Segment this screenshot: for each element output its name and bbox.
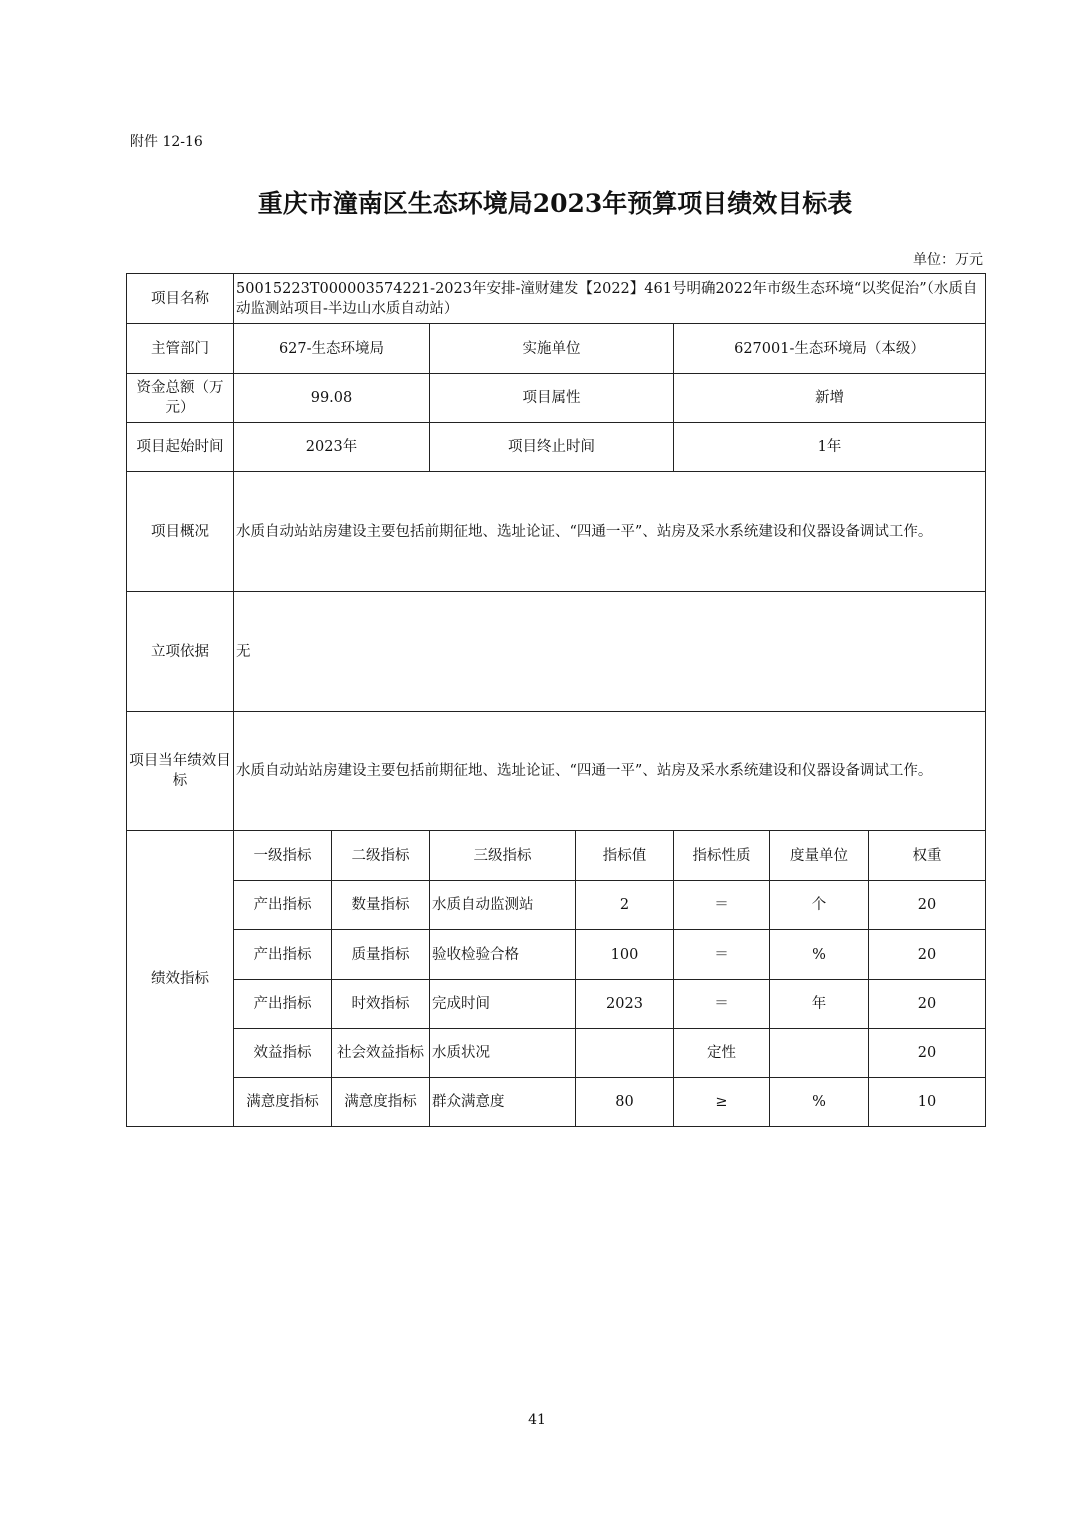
- page-number: 41: [528, 1412, 546, 1428]
- table-row: [127, 324, 986, 374]
- column-header: 指标值: [576, 831, 674, 881]
- indicator-row: [127, 1029, 986, 1078]
- indicator-row: [127, 980, 986, 1029]
- cell-label: 项目属性: [430, 374, 674, 423]
- cell: 20: [869, 881, 986, 930]
- cell-label: 绩效指标: [127, 831, 234, 1127]
- dept-value: 627-生态环境局: [234, 324, 430, 374]
- table-row: [127, 592, 986, 712]
- cell: 年: [770, 980, 869, 1029]
- cell-label: 立项依据: [127, 592, 234, 712]
- cell: %: [770, 930, 869, 980]
- cell: 群众满意度: [430, 1078, 576, 1127]
- cell-label: 主管部门: [127, 324, 234, 374]
- indicator-row: [127, 1078, 986, 1127]
- cell: 质量指标: [332, 930, 430, 980]
- goal-value: 水质自动站站房建设主要包括前期征地、选址论证、“四通一平”、站房及采水系统建设和仪器设备调试工作。: [234, 712, 986, 831]
- cell: 2: [576, 881, 674, 930]
- cell: 时效指标: [332, 980, 430, 1029]
- cell: 产出指标: [234, 930, 332, 980]
- start-value: 2023年: [234, 423, 430, 472]
- basis-value: 无: [234, 592, 986, 712]
- cell: ＝: [674, 980, 770, 1029]
- indicator-header-row: [127, 831, 986, 881]
- column-header: 三级指标: [430, 831, 576, 881]
- cell: 80: [576, 1078, 674, 1127]
- column-header: 二级指标: [332, 831, 430, 881]
- cell: 100: [576, 930, 674, 980]
- cell: ＝: [674, 881, 770, 930]
- cell: %: [770, 1078, 869, 1127]
- column-header: 权重: [869, 831, 986, 881]
- cell-label: 项目终止时间: [430, 423, 674, 472]
- table-row: [127, 712, 986, 831]
- cell-label: 项目概况: [127, 472, 234, 592]
- cell: 2023: [576, 980, 674, 1029]
- table-row: [127, 274, 986, 324]
- cell: 社会效益指标: [332, 1029, 430, 1078]
- cell: 效益指标: [234, 1029, 332, 1078]
- page-title: 重庆市潼南区生态环境局2023年预算项目绩效目标表: [257, 189, 853, 218]
- cell: 水质自动监测站: [430, 881, 576, 930]
- cell: 20: [869, 1029, 986, 1078]
- table-row: [127, 423, 986, 472]
- indicator-row: [127, 881, 986, 930]
- attr-value: 新增: [674, 374, 986, 423]
- cell: 满意度指标: [234, 1078, 332, 1127]
- cell: 水质状况: [430, 1029, 576, 1078]
- cell: 完成时间: [430, 980, 576, 1029]
- cell-label: 项目起始时间: [127, 423, 234, 472]
- column-header: 度量单位: [770, 831, 869, 881]
- unit-label: 单位：万元: [913, 252, 983, 268]
- cell: [576, 1029, 674, 1078]
- table-row: [127, 472, 986, 592]
- fund-value: 99.08: [234, 374, 430, 423]
- cell: 个: [770, 881, 869, 930]
- indicator-row: [127, 930, 986, 980]
- performance-table: [126, 273, 986, 1127]
- column-header: 一级指标: [234, 831, 332, 881]
- cell: 验收检验合格: [430, 930, 576, 980]
- project-name: 50015223T000003574221-2023年安排-潼财建发【2022】461号明确2022年市级生态环境“以奖促治”（水质自动监测站项目-半边山水质自动站）: [234, 274, 986, 324]
- cell: 产出指标: [234, 980, 332, 1029]
- cell: 定性: [674, 1029, 770, 1078]
- cell: 满意度指标: [332, 1078, 430, 1127]
- cell: ＝: [674, 930, 770, 980]
- cell-label: 实施单位: [430, 324, 674, 374]
- end-value: 1年: [674, 423, 986, 472]
- cell: [770, 1029, 869, 1078]
- cell: 20: [869, 980, 986, 1029]
- cell-label: 资金总额（万元）: [127, 374, 234, 423]
- cell: 数量指标: [332, 881, 430, 930]
- cell: 10: [869, 1078, 986, 1127]
- impl-value: 627001-生态环境局（本级）: [674, 324, 986, 374]
- cell: ≥: [674, 1078, 770, 1127]
- cell: 20: [869, 930, 986, 980]
- column-header: 指标性质: [674, 831, 770, 881]
- overview-value: 水质自动站站房建设主要包括前期征地、选址论证、“四通一平”、站房及采水系统建设和仪器设备调试工作。: [234, 472, 986, 592]
- cell-label: 项目当年绩效目标: [127, 712, 234, 831]
- cell-label: 项目名称: [127, 274, 234, 324]
- cell: 产出指标: [234, 881, 332, 930]
- attachment-label: 附件 12-16: [130, 134, 203, 150]
- table-row: [127, 374, 986, 423]
